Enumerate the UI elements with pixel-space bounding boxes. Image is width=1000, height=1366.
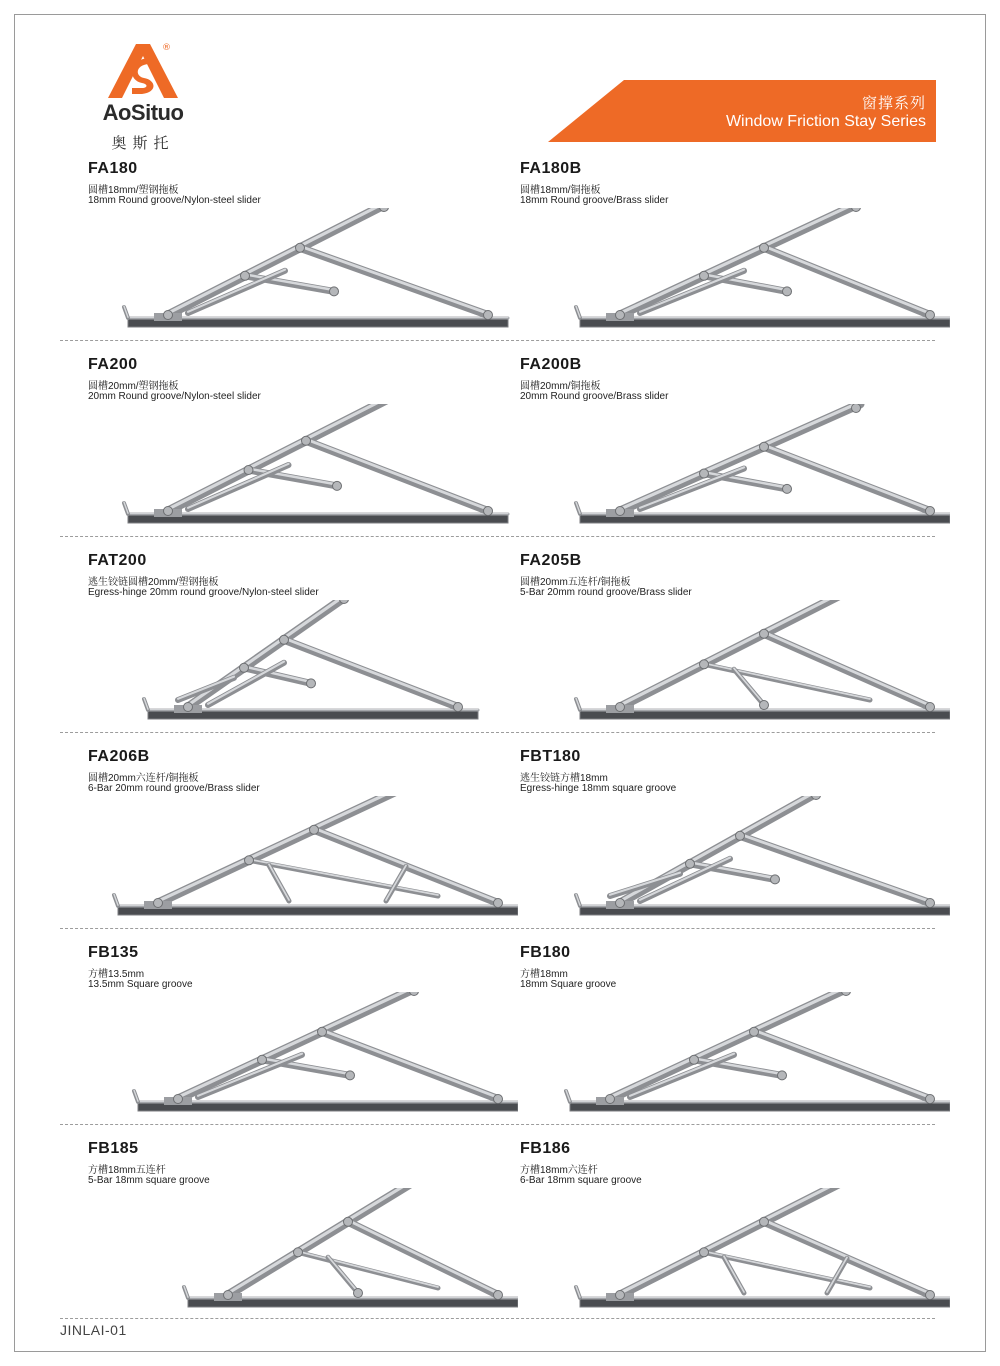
support-arm-highlight [764,246,930,313]
rivet [616,1291,625,1300]
support-arm-highlight [300,246,488,313]
product-card [88,356,518,546]
brand-logo-mark-icon [88,40,198,100]
rivet [783,484,792,493]
rivet [783,287,792,296]
product-desc-cn: 方槽18mm五连杆 [88,1165,166,1176]
rivet [926,1095,935,1104]
friction-stay-image [88,796,518,921]
rivet [700,1248,709,1257]
rivet [778,1071,787,1080]
rivet [240,663,249,672]
main-arm [620,404,860,511]
product-code: FA180B [520,160,582,177]
base-track [128,319,508,327]
rivet [294,1248,303,1257]
rivet [164,311,173,320]
short-link-2-highlight [827,1257,847,1292]
brand-logo [88,40,198,152]
rivet [184,703,193,712]
support-arm [300,248,488,315]
product-desc-en: 18mm Square groove [520,979,617,990]
rivet [926,899,935,908]
product-desc-cn: 方槽18mm [520,969,568,980]
rivet [616,703,625,712]
rivet [280,635,289,644]
support-arm [306,441,488,511]
rivet [690,1055,699,1064]
main-arm [610,992,850,1099]
brand-cn-name: 奥斯托 [111,135,175,152]
rivet [771,875,780,884]
product-card [520,356,950,546]
rivet [686,859,695,868]
friction-stay-image [88,208,518,333]
base-track [580,1299,950,1307]
support-arm [764,447,930,511]
product-code: FA206B [88,748,150,765]
rivet [494,1291,503,1300]
brand-name: AoSituo [102,100,184,125]
rivet [245,856,254,865]
product-desc-en: Egress-hinge 20mm round groove/Nylon-steel slider [88,587,319,598]
short-link-2-highlight [386,865,406,900]
rivet [154,899,163,908]
product-desc-cn: 圆槽18mm/塑钢拖板 [88,185,179,196]
rivet [344,1217,353,1226]
rivet [852,404,861,413]
rivet [174,1095,183,1104]
friction-stay-image [520,208,950,333]
friction-stay-image [520,1188,950,1313]
product-code: FBT180 [520,748,581,765]
main-arm [620,208,860,315]
rivet [700,469,709,478]
section-divider [60,340,935,341]
friction-stay-image [88,1188,518,1313]
product-desc-en: 13.5mm Square groove [88,979,193,990]
product-card [88,944,518,1134]
product-desc-en: 6-Bar 18mm square groove [520,1175,642,1186]
svg-text:®: ® [162,43,171,53]
friction-stay-image [88,600,518,725]
short-link-highlight [198,1054,302,1096]
support-arm-highlight [754,1030,930,1097]
main-arm-highlight [620,404,860,509]
base-track [118,907,518,915]
rivet [616,507,625,516]
rivet [333,481,342,490]
section-divider [60,928,935,929]
rivet [750,1027,759,1036]
product-desc-en: 5-Bar 18mm square groove [88,1175,210,1186]
product-desc-cn: 方槽18mm六连杆 [520,1165,598,1176]
main-arm [168,208,388,315]
product-desc-cn: 圆槽20mm/塑钢拖板 [88,381,179,392]
friction-stay-image [88,992,518,1117]
rivet [606,1095,615,1104]
rivet [296,243,305,252]
friction-stay-image [88,404,518,529]
main-arm [178,992,418,1099]
rivet [494,1095,503,1104]
product-code: FAT200 [88,552,147,569]
page-code: JINLAI-01 [60,1322,127,1338]
rivet [346,1071,355,1080]
rivet [318,1027,327,1036]
short-link-highlight [630,1054,734,1096]
product-desc-cn: 逃生铰链方槽18mm [520,773,608,784]
product-desc-cn: 逃生铰链圆槽20mm/塑钢拖板 [88,577,219,588]
rivet [700,271,709,280]
product-card [88,1140,518,1330]
rivet [494,899,503,908]
product-code: FB180 [520,944,571,961]
product-desc-cn: 圆槽20mm五连杆/铜拖板 [520,577,631,588]
section-divider [60,1318,935,1319]
support-arm [284,640,458,707]
product-desc-en: 6-Bar 20mm round groove/Brass slider [88,783,260,794]
friction-stay-image [520,404,950,529]
rivet [354,1289,363,1298]
rivet [454,703,463,712]
rivet [700,660,709,669]
product-desc-en: 20mm Round groove/Nylon-steel slider [88,391,261,402]
product-desc-en: 18mm Round groove/Brass slider [520,195,669,206]
support-arm-highlight [740,834,930,901]
rivet [616,311,625,320]
support-arm-highlight [322,1030,498,1097]
base-track [570,1103,950,1111]
rivet [760,243,769,252]
base-track [580,711,950,719]
rivet [926,703,935,712]
base-track [580,319,950,327]
rivet [330,287,339,296]
rivet [736,831,745,840]
support-arm [754,1032,930,1099]
product-card [88,160,518,350]
rivet [224,1291,233,1300]
product-card [88,748,518,938]
rivet [760,1217,769,1226]
product-code: FA200B [520,356,582,373]
product-desc-en: Egress-hinge 18mm square groove [520,783,677,794]
product-card [520,1140,950,1330]
rivet [310,825,319,834]
product-code: FB185 [88,1140,139,1157]
rivet [926,1291,935,1300]
product-desc-cn: 圆槽20mm/铜拖板 [520,381,601,392]
main-arm [168,404,398,511]
rivet [616,899,625,908]
rivet [244,466,253,475]
product-card [520,552,950,742]
rivet [760,442,769,451]
product-desc-cn: 方槽13.5mm [88,969,145,980]
series-title-cn: 窗撑系列 [861,95,926,112]
product-desc-cn: 圆槽18mm/铜拖板 [520,185,601,196]
product-code: FA205B [520,552,582,569]
support-arm-highlight [306,439,488,509]
product-desc-en: 5-Bar 20mm round groove/Brass slider [520,587,692,598]
friction-stay-image [520,600,950,725]
product-code: FB135 [88,944,139,961]
rivet [164,507,173,516]
product-desc-cn: 圆槽20mm六连杆/铜拖板 [88,773,199,784]
product-desc-en: 20mm Round groove/Brass slider [520,391,669,402]
product-code: FA180 [88,160,138,177]
series-title-en: Window Friction Stay Series [725,113,926,130]
section-divider [60,536,935,537]
product-desc-en: 18mm Round groove/Nylon-steel slider [88,195,261,206]
section-divider [60,732,935,733]
base-track [580,515,950,523]
friction-stay-image [520,796,950,921]
support-arm-highlight [284,638,458,705]
support-arm [740,836,930,903]
rivet [302,436,311,445]
rivet [760,629,769,638]
short-link-highlight [640,467,744,507]
support-arm-highlight [764,445,930,509]
rivet [241,271,250,280]
rivet [760,701,769,710]
product-code: FA200 [88,356,138,373]
short-link-highlight [640,270,744,312]
product-card [520,160,950,350]
rivet [926,311,935,320]
rivet [926,507,935,516]
rivet [307,679,316,688]
support-arm [322,1032,498,1099]
rivet [484,311,493,320]
rivet [258,1055,267,1064]
product-card [520,748,950,938]
product-card [520,944,950,1134]
base-track [580,907,950,915]
friction-stay-image [520,992,950,1117]
base-track [128,515,508,523]
support-arm [764,248,930,315]
product-card [88,552,518,742]
base-track [138,1103,518,1111]
rivet [484,507,493,516]
product-code: FB186 [520,1140,571,1157]
section-divider [60,1124,935,1125]
